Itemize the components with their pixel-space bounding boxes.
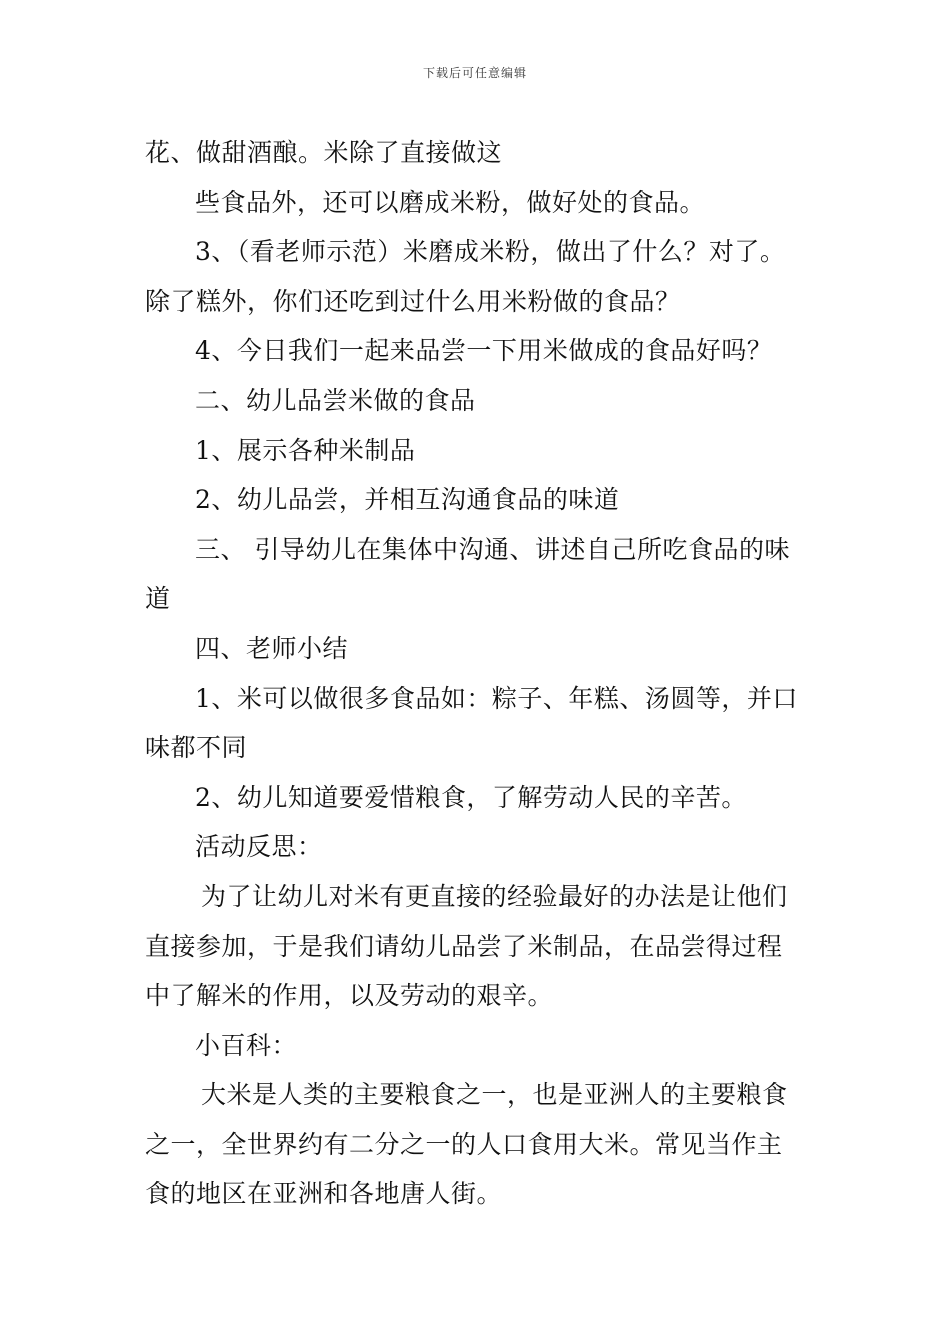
- text-line: 些食品外，还可以磨成米粉，做好处的食品。: [195, 187, 706, 217]
- text-line: 道: [145, 584, 171, 614]
- text-line: 1、展示各种米制品: [195, 435, 416, 465]
- text-line: 之一，全世界约有二分之一的人口食用大米。常见当作主: [145, 1129, 783, 1159]
- text-line: 中了解米的作用，以及劳动的艰辛。: [145, 981, 554, 1011]
- text-line: 3、（看老师示范）米磨成米粉，做出了什么？对了。: [195, 237, 786, 267]
- text-line: 2、幼儿知道要爱惜粮食，了解劳动人民的辛苦。: [195, 782, 747, 812]
- text-line: 2、幼儿品尝，并相互沟通食品的味道: [195, 485, 620, 515]
- text-line: 1、米可以做很多食品如：粽子、年糕、汤圆等，并口: [195, 683, 798, 713]
- section-heading: 活动反思：: [195, 832, 323, 862]
- text-line: 大米是人类的主要粮食之一，也是亚洲人的主要粮食: [201, 1080, 788, 1110]
- text-line: 味都不同: [145, 733, 248, 763]
- text-line: 直接参加，于是我们请幼儿品尝了米制品，在品尝得过程: [145, 931, 783, 961]
- section-heading: 四、老师小结: [195, 633, 349, 663]
- text-line: 为了让幼儿对米有更直接的经验最好的办法是让他们: [201, 881, 788, 911]
- section-heading: 小百科：: [195, 1030, 298, 1060]
- text-line: 除了糕外，你们还吃到过什么用米粉做的食品？: [145, 286, 681, 316]
- page-header: 下载后可任意编辑: [422, 66, 527, 80]
- section-heading: 二、幼儿品尝米做的食品: [195, 385, 476, 415]
- section-heading: 三、 引导幼儿在集体中沟通、讲述自己所吃食品的味: [195, 534, 790, 564]
- document-body: [145, 128, 810, 1219]
- text-line: 食的地区在亚洲和各地唐人街。: [145, 1179, 503, 1209]
- text-line: 4、今日我们一起来品尝一下用米做成的食品好吗？: [195, 336, 773, 366]
- text-line: 花、做甜酒酿。米除了直接做这: [145, 138, 503, 167]
